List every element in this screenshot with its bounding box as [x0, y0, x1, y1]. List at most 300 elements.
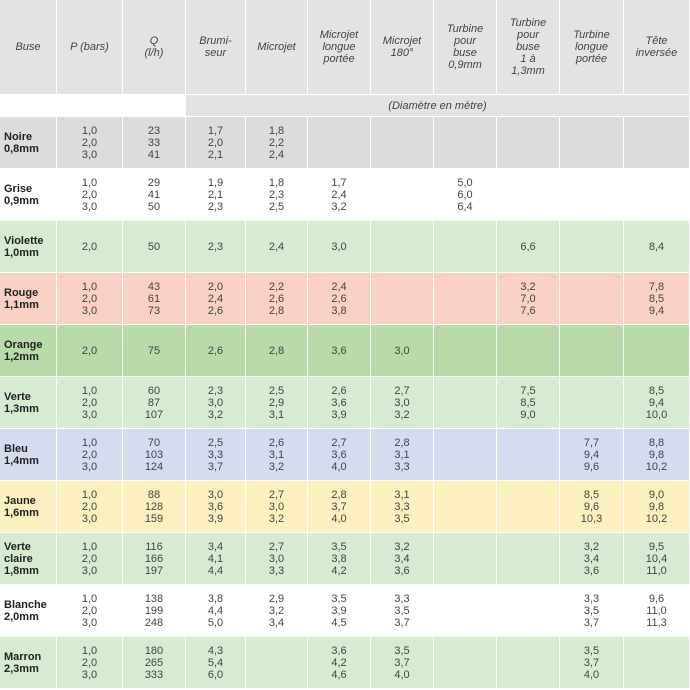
value-cell: 3,6: [308, 325, 371, 377]
cell-line: 3,0: [81, 408, 98, 421]
cell-line: 4,3: [207, 644, 224, 657]
cell-line: 88: [147, 488, 161, 501]
cell-line: 2,7: [331, 436, 347, 449]
cell-line: 4,0: [583, 668, 600, 681]
header-row: [0, 0, 690, 95]
value-cell: [497, 169, 560, 221]
value-cell: [186, 585, 246, 637]
cell-line: 1,8: [268, 176, 285, 189]
value-cell: 2,8: [246, 325, 308, 377]
cell-line: 128: [144, 500, 164, 513]
column-header: [123, 0, 186, 95]
cell-line: 2,0: [81, 188, 98, 201]
cell-line: 3,7: [331, 500, 347, 513]
cell-line: 3,8: [207, 592, 224, 605]
table-body: [0, 117, 690, 689]
diameter-note: (Diamètre en mètre): [186, 95, 690, 117]
cell-line: 1,4mm: [4, 454, 39, 467]
cell-line: 1,0: [81, 384, 98, 397]
value-cell: [497, 273, 560, 325]
cell-line: 3,3: [394, 460, 410, 473]
cell-line: 1,1mm: [4, 298, 39, 311]
cell-line: 3,7: [583, 656, 600, 669]
value-cell: [560, 585, 624, 637]
value-cell: [308, 585, 371, 637]
value-cell: [246, 585, 308, 637]
value-cell: 3,0: [371, 325, 434, 377]
cell-line: 3,6: [583, 564, 600, 577]
cell-line: 9,4: [648, 304, 665, 317]
value-cell: [371, 117, 434, 169]
cell-line: 10,4: [645, 552, 668, 565]
cell-line: 3,9: [331, 604, 347, 617]
table-row: [0, 221, 690, 273]
column-header: Buse: [0, 0, 57, 95]
value-cell: [371, 169, 434, 221]
cell-line: 3,0: [81, 512, 98, 525]
cell-line: 2,7: [268, 540, 285, 553]
value-cell: [57, 429, 123, 481]
cell-line: Verte: [4, 390, 31, 403]
cell-line: 8,5: [583, 488, 600, 501]
cell-line: 3,0: [394, 396, 410, 409]
value-cell: [371, 429, 434, 481]
value-cell: [434, 221, 497, 273]
value-cell: [624, 481, 690, 533]
value-cell: [371, 585, 434, 637]
cell-line: 7,7: [583, 436, 600, 449]
cell-line: 1,0: [81, 124, 98, 137]
cell-line: 2,0: [81, 448, 98, 461]
cell-line: 5,0: [207, 616, 224, 629]
value-cell: [246, 429, 308, 481]
cell-line: 7,6: [520, 304, 536, 317]
blank-cell: [0, 95, 186, 117]
value-cell: [624, 169, 690, 221]
cell-line: longue: [574, 41, 609, 53]
table-row: [0, 273, 690, 325]
cell-line: 2,9: [268, 396, 285, 409]
value-cell: [434, 533, 497, 585]
value-cell: [497, 585, 560, 637]
value-cell: [123, 533, 186, 585]
cell-line: 6,0: [457, 188, 473, 201]
cell-line: 159: [144, 512, 164, 525]
cell-line: Microjet: [382, 35, 422, 47]
cell-line: 2,0: [81, 396, 98, 409]
diameter-note-row: [0, 95, 690, 117]
column-header: [624, 0, 690, 95]
value-cell: [246, 377, 308, 429]
cell-line: 197: [144, 564, 164, 577]
cell-line: 199: [144, 604, 164, 617]
table-row: [0, 325, 690, 377]
cell-line: 180: [144, 644, 164, 657]
nozzle-name: [0, 637, 57, 689]
cell-line: 3,4: [207, 540, 224, 553]
cell-line: 2,7: [268, 488, 285, 501]
cell-line: 3,5: [583, 644, 600, 657]
cell-line: 3,0: [268, 552, 285, 565]
cell-line: 5,4: [207, 656, 224, 669]
value-cell: [624, 585, 690, 637]
value-cell: 50: [123, 221, 186, 273]
cell-line: Bleu: [4, 442, 28, 455]
cell-line: Violette: [4, 234, 44, 247]
cell-line: Tête: [645, 35, 668, 47]
cell-line: 9,0: [648, 488, 665, 501]
value-cell: [560, 637, 624, 689]
value-cell: [434, 637, 497, 689]
cell-line: 4,6: [331, 668, 347, 681]
cell-line: 4,4: [207, 604, 224, 617]
value-cell: [308, 429, 371, 481]
cell-line: 3,6: [394, 564, 410, 577]
cell-line: 3,1: [394, 448, 410, 461]
cell-line: 33: [147, 136, 161, 149]
cell-line: 2,3mm: [4, 662, 39, 675]
cell-line: 3,0: [81, 564, 98, 577]
value-cell: [560, 533, 624, 585]
cell-line: 9,6: [583, 500, 600, 513]
table-row: [0, 169, 690, 221]
value-cell: [123, 169, 186, 221]
nozzle-name: [0, 221, 57, 273]
cell-line: Microjet: [319, 29, 359, 41]
cell-line: 8,8: [648, 436, 665, 449]
value-cell: [624, 325, 690, 377]
value-cell: [57, 481, 123, 533]
value-cell: [371, 533, 434, 585]
value-cell: [560, 117, 624, 169]
cell-line: 2,0: [81, 500, 98, 513]
value-cell: [246, 533, 308, 585]
nozzle-name: [0, 325, 57, 377]
cell-line: 3,3: [207, 448, 224, 461]
cell-line: 2,5: [207, 436, 224, 449]
column-header: P (bars): [57, 0, 123, 95]
cell-line: buse: [516, 41, 540, 53]
cell-line: 61: [147, 292, 161, 305]
value-cell: [246, 273, 308, 325]
value-cell: [123, 585, 186, 637]
cell-line: 2,8: [268, 304, 285, 317]
cell-line: 41: [147, 148, 161, 161]
value-cell: [434, 429, 497, 481]
cell-line: 138: [144, 592, 164, 605]
nozzle-name: [0, 429, 57, 481]
cell-line: 3,5: [394, 644, 410, 657]
cell-line: 3,2: [268, 460, 285, 473]
value-cell: [123, 637, 186, 689]
cell-line: 3,3: [394, 592, 410, 605]
cell-line: 4,0: [394, 668, 410, 681]
table-row: [0, 429, 690, 481]
value-cell: [186, 273, 246, 325]
cell-line: 7,8: [648, 280, 665, 293]
cell-line: 9,6: [583, 460, 600, 473]
value-cell: [186, 169, 246, 221]
table-row: [0, 481, 690, 533]
cell-line: 4,2: [331, 564, 347, 577]
value-cell: 8,4: [624, 221, 690, 273]
cell-line: Noire: [4, 130, 33, 143]
table-row: [0, 585, 690, 637]
cell-line: 0,9mm: [4, 194, 39, 207]
cell-line: 29: [147, 176, 161, 189]
cell-line: 4,1: [207, 552, 224, 565]
cell-line: 2,3: [268, 188, 285, 201]
cell-line: 3,0: [207, 488, 224, 501]
cell-line: 2,0: [81, 292, 98, 305]
cell-line: 1,6mm: [4, 506, 39, 519]
cell-line: 50: [147, 200, 161, 213]
cell-line: 3,1: [268, 448, 285, 461]
cell-line: 103: [144, 448, 164, 461]
nozzle-name: [0, 169, 57, 221]
cell-line: 3,5: [331, 592, 347, 605]
table-row: [0, 637, 690, 689]
cell-line: 2,0: [81, 604, 98, 617]
cell-line: 3,5: [394, 604, 410, 617]
value-cell: [186, 637, 246, 689]
value-cell: [434, 169, 497, 221]
cell-line: 1,0: [81, 176, 98, 189]
nozzle-name: [0, 481, 57, 533]
cell-line: 1,0: [81, 436, 98, 449]
value-cell: 75: [123, 325, 186, 377]
cell-line: Turbine: [573, 29, 610, 41]
cell-line: inversée: [635, 47, 678, 59]
value-cell: [560, 377, 624, 429]
cell-line: 3,0: [81, 148, 98, 161]
cell-line: 8,5: [648, 384, 665, 397]
cell-line: 3,1: [268, 408, 285, 421]
cell-line: Orange: [4, 338, 43, 351]
cell-line: 3,0: [81, 304, 98, 317]
table-row: [0, 533, 690, 585]
cell-line: longue: [322, 41, 356, 53]
cell-line: 9,4: [648, 396, 665, 409]
nozzle-name: [0, 533, 57, 585]
cell-line: 2,5: [268, 200, 285, 213]
cell-line: 2,2: [268, 136, 285, 149]
cell-line: 3,0: [81, 460, 98, 473]
cell-line: pour: [453, 35, 477, 47]
cell-line: 180°: [390, 47, 414, 59]
column-header: [308, 0, 371, 95]
value-cell: [308, 481, 371, 533]
cell-line: 3,2: [268, 512, 285, 525]
cell-line: 1,0: [81, 592, 98, 605]
cell-line: 1,3mm: [511, 65, 545, 77]
cell-line: 1,3mm: [4, 402, 39, 415]
cell-line: 11,0: [646, 604, 667, 617]
cell-line: 1 à: [520, 53, 536, 65]
value-cell: [560, 325, 624, 377]
cell-line: buse: [453, 47, 477, 59]
cell-line: 2,1: [207, 148, 224, 161]
value-cell: [186, 429, 246, 481]
cell-line: 3,2: [583, 540, 600, 553]
cell-line: 2,8: [331, 488, 347, 501]
cell-line: 265: [144, 656, 164, 669]
cell-line: 2,0: [81, 656, 98, 669]
cell-line: 2,6: [207, 304, 224, 317]
cell-line: 3,2: [394, 540, 410, 553]
cell-line: 87: [147, 396, 161, 409]
cell-line: 3,0: [268, 500, 285, 513]
cell-line: 116: [145, 540, 163, 553]
value-cell: [560, 221, 624, 273]
value-cell: [434, 481, 497, 533]
cell-line: 8,5: [520, 396, 536, 409]
cell-line: 9,8: [648, 448, 665, 461]
value-cell: [624, 377, 690, 429]
value-cell: [497, 637, 560, 689]
cell-line: 3,5: [394, 512, 410, 525]
value-cell: [371, 273, 434, 325]
cell-line: 3,7: [394, 616, 410, 629]
cell-line: 2,7: [394, 384, 410, 397]
cell-line: 3,6: [207, 500, 224, 513]
value-cell: 2,0: [57, 221, 123, 273]
value-cell: [186, 377, 246, 429]
value-cell: [371, 481, 434, 533]
cell-line: 2,4: [331, 280, 347, 293]
value-cell: [308, 169, 371, 221]
cell-line: 2,6: [331, 384, 347, 397]
cell-line: 10,2: [645, 512, 668, 525]
cell-line: 1,0: [81, 280, 98, 293]
value-cell: [434, 585, 497, 637]
cell-line: 1,2mm: [4, 350, 39, 363]
nozzle-name: [0, 273, 57, 325]
column-header: [186, 0, 246, 95]
nozzle-name: [0, 377, 57, 429]
cell-line: 6,0: [207, 668, 224, 681]
value-cell: [497, 481, 560, 533]
cell-line: Brumi-: [199, 35, 232, 47]
cell-line: 3,9: [331, 408, 347, 421]
cell-line: 3,9: [207, 512, 224, 525]
value-cell: [497, 325, 560, 377]
cell-line: 2,0: [81, 552, 98, 565]
cell-line: 1,7: [207, 124, 224, 137]
value-cell: [123, 429, 186, 481]
value-cell: 6,6: [497, 221, 560, 273]
cell-line: pour: [516, 29, 540, 41]
cell-line: 3,0: [207, 396, 224, 409]
cell-line: 3,0: [81, 668, 98, 681]
value-cell: [560, 169, 624, 221]
cell-line: 2,6: [268, 292, 285, 305]
value-cell: [186, 533, 246, 585]
value-cell: [57, 533, 123, 585]
value-cell: [371, 221, 434, 273]
cell-line: 2,9: [268, 592, 285, 605]
value-cell: 3,0: [308, 221, 371, 273]
column-header: [497, 0, 560, 95]
cell-line: 2,8: [394, 436, 410, 449]
cell-line: 3,8: [331, 304, 347, 317]
value-cell: [57, 117, 123, 169]
value-cell: [123, 117, 186, 169]
cell-line: Verte: [4, 540, 31, 553]
value-cell: [123, 273, 186, 325]
value-cell: [560, 273, 624, 325]
cell-line: 2,3: [207, 384, 224, 397]
cell-line: 3,1: [394, 488, 410, 501]
value-cell: [560, 481, 624, 533]
cell-line: 0,9mm: [448, 59, 482, 71]
cell-line: 3,2: [520, 280, 536, 293]
cell-line: 70: [147, 436, 161, 449]
column-header: [434, 0, 497, 95]
cell-line: 2,4: [331, 188, 347, 201]
cell-line: Grise: [4, 182, 33, 195]
column-header: Microjet: [246, 0, 308, 95]
cell-line: 3,5: [583, 604, 600, 617]
cell-line: 43: [147, 280, 161, 293]
value-cell: [246, 637, 308, 689]
cell-line: 9,5: [648, 540, 665, 553]
cell-line: 3,0: [81, 616, 98, 629]
cell-line: 2,5: [268, 384, 285, 397]
cell-line: Rouge: [4, 286, 39, 299]
cell-line: 1,0: [81, 488, 98, 501]
value-cell: [186, 117, 246, 169]
table-row: [0, 377, 690, 429]
cell-line: 1,0: [81, 644, 98, 657]
cell-line: 1,8: [268, 124, 285, 137]
value-cell: [308, 637, 371, 689]
cell-line: 3,3: [268, 564, 285, 577]
cell-line: 166: [144, 552, 164, 565]
value-cell: [497, 533, 560, 585]
cell-line: 2,0: [81, 136, 98, 149]
cell-line: 2,0mm: [4, 610, 39, 623]
cell-line: 9,0: [520, 408, 536, 421]
cell-line: 23: [147, 124, 161, 137]
value-cell: [246, 117, 308, 169]
cell-line: Turbine: [446, 23, 484, 35]
cell-line: Blanche: [4, 598, 47, 611]
cell-line: 4,0: [331, 512, 347, 525]
value-cell: [624, 273, 690, 325]
value-cell: [57, 273, 123, 325]
value-cell: [371, 637, 434, 689]
cell-line: 7,5: [520, 384, 536, 397]
value-cell: [123, 377, 186, 429]
value-cell: [434, 377, 497, 429]
value-cell: [434, 273, 497, 325]
cell-line: 3,2: [268, 604, 285, 617]
value-cell: [624, 429, 690, 481]
cell-line: 41: [147, 188, 161, 201]
nozzle-name: [0, 117, 57, 169]
value-cell: [434, 325, 497, 377]
cell-line: 2,6: [331, 292, 347, 305]
cell-line: 3,2: [394, 408, 410, 421]
value-cell: [371, 377, 434, 429]
cell-line: 8,5: [648, 292, 665, 305]
cell-line: portée: [575, 53, 608, 65]
cell-line: Marron: [4, 650, 42, 663]
value-cell: [308, 117, 371, 169]
cell-line: 333: [144, 668, 164, 681]
cell-line: 9,6: [648, 592, 665, 605]
